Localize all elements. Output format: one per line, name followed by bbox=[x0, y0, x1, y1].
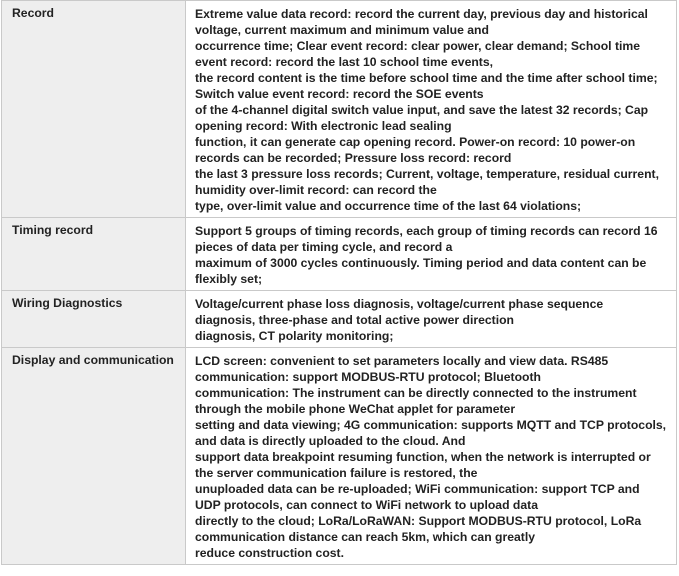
text-line: opening record: With electronic lead sealing bbox=[195, 119, 452, 133]
row-value bbox=[186, 348, 677, 565]
text-line: function, it can generate cap opening record. Power-on record: 10 power-on bbox=[195, 135, 636, 149]
text-line: of the 4-channel digital switch value input, and save the latest 32 records; Cap bbox=[195, 103, 649, 117]
text-line: voltage, current maximum and minimum value and bbox=[195, 23, 489, 37]
text-line: Voltage/current phase loss diagnosis, voltage/current phase sequence bbox=[195, 297, 604, 311]
table-row-wiring-diagnostics bbox=[2, 291, 677, 348]
table-row-display-communication bbox=[2, 348, 677, 565]
row-value bbox=[186, 291, 677, 348]
row-label: Record bbox=[2, 1, 186, 218]
row-value bbox=[186, 218, 677, 291]
text-line: communication: support MODBUS-RTU protocol; Bluetooth bbox=[195, 370, 541, 384]
table-row-timing-record bbox=[2, 218, 677, 291]
text-line: Extreme value data record: record the current day, previous day and historical bbox=[195, 7, 648, 21]
text-line: type, over-limit value and occurrence time of the last 64 violations; bbox=[195, 199, 582, 213]
text-line: diagnosis, three-phase and total active power direction bbox=[195, 313, 514, 327]
text-line: Switch value event record: record the SOE events bbox=[195, 87, 484, 101]
text-line: setting and data viewing; 4G communication: supports MQTT and TCP protocols, bbox=[195, 418, 667, 432]
text-line: humidity over-limit record: can record the bbox=[195, 183, 437, 197]
text-line: the server communication failure is restored, the bbox=[195, 466, 478, 480]
text-line: Support 5 groups of timing records, each group of timing records can record 16 bbox=[195, 224, 658, 238]
text-line: reduce construction cost. bbox=[195, 546, 344, 560]
text-line: UDP protocols, can connect to WiFi network to upload data bbox=[195, 498, 538, 512]
row-label: Display and communication bbox=[2, 348, 186, 565]
text-line: directly to the cloud; LoRa/LoRaWAN: Support MODBUS-RTU protocol, LoRa bbox=[195, 514, 642, 528]
text-line: and data is directly uploaded to the cloud. And bbox=[195, 434, 466, 448]
text-line: diagnosis, CT polarity monitoring; bbox=[195, 329, 394, 343]
text-line: communication distance can reach 5km, which can greatly bbox=[195, 530, 536, 544]
row-label: Wiring Diagnostics bbox=[2, 291, 186, 348]
text-line: records can be recorded; Pressure loss record: record bbox=[195, 151, 512, 165]
text-line: occurrence time; Clear event record: clear power, clear demand; School time bbox=[195, 39, 641, 53]
row-label: Timing record bbox=[2, 218, 186, 291]
spec-table bbox=[1, 0, 677, 565]
table-row-record bbox=[2, 1, 677, 218]
text-line: event record: record the last 10 school time events, bbox=[195, 55, 494, 69]
text-line: communication: The instrument can be directly connected to the instrument bbox=[195, 386, 637, 400]
text-line: the last 3 pressure loss records; Current, voltage, temperature, residual current, bbox=[195, 167, 659, 181]
text-line: support data breakpoint resuming function, when the network is interrupted or bbox=[195, 450, 651, 464]
text-line: pieces of data per timing cycle, and record a bbox=[195, 240, 453, 254]
text-line: LCD screen: convenient to set parameters locally and view data. RS485 bbox=[195, 354, 609, 368]
text-line: the record content is the time before school time and the time after school time; bbox=[195, 71, 658, 85]
text-line: flexibly set; bbox=[195, 272, 263, 286]
row-value bbox=[186, 1, 677, 218]
text-line: maximum of 3000 cycles continuously. Timing period and data content can be bbox=[195, 256, 647, 270]
text-line: unuploaded data can be re-uploaded; WiFi communication: support TCP and bbox=[195, 482, 640, 496]
text-line: through the mobile phone WeChat applet for parameter bbox=[195, 402, 516, 416]
